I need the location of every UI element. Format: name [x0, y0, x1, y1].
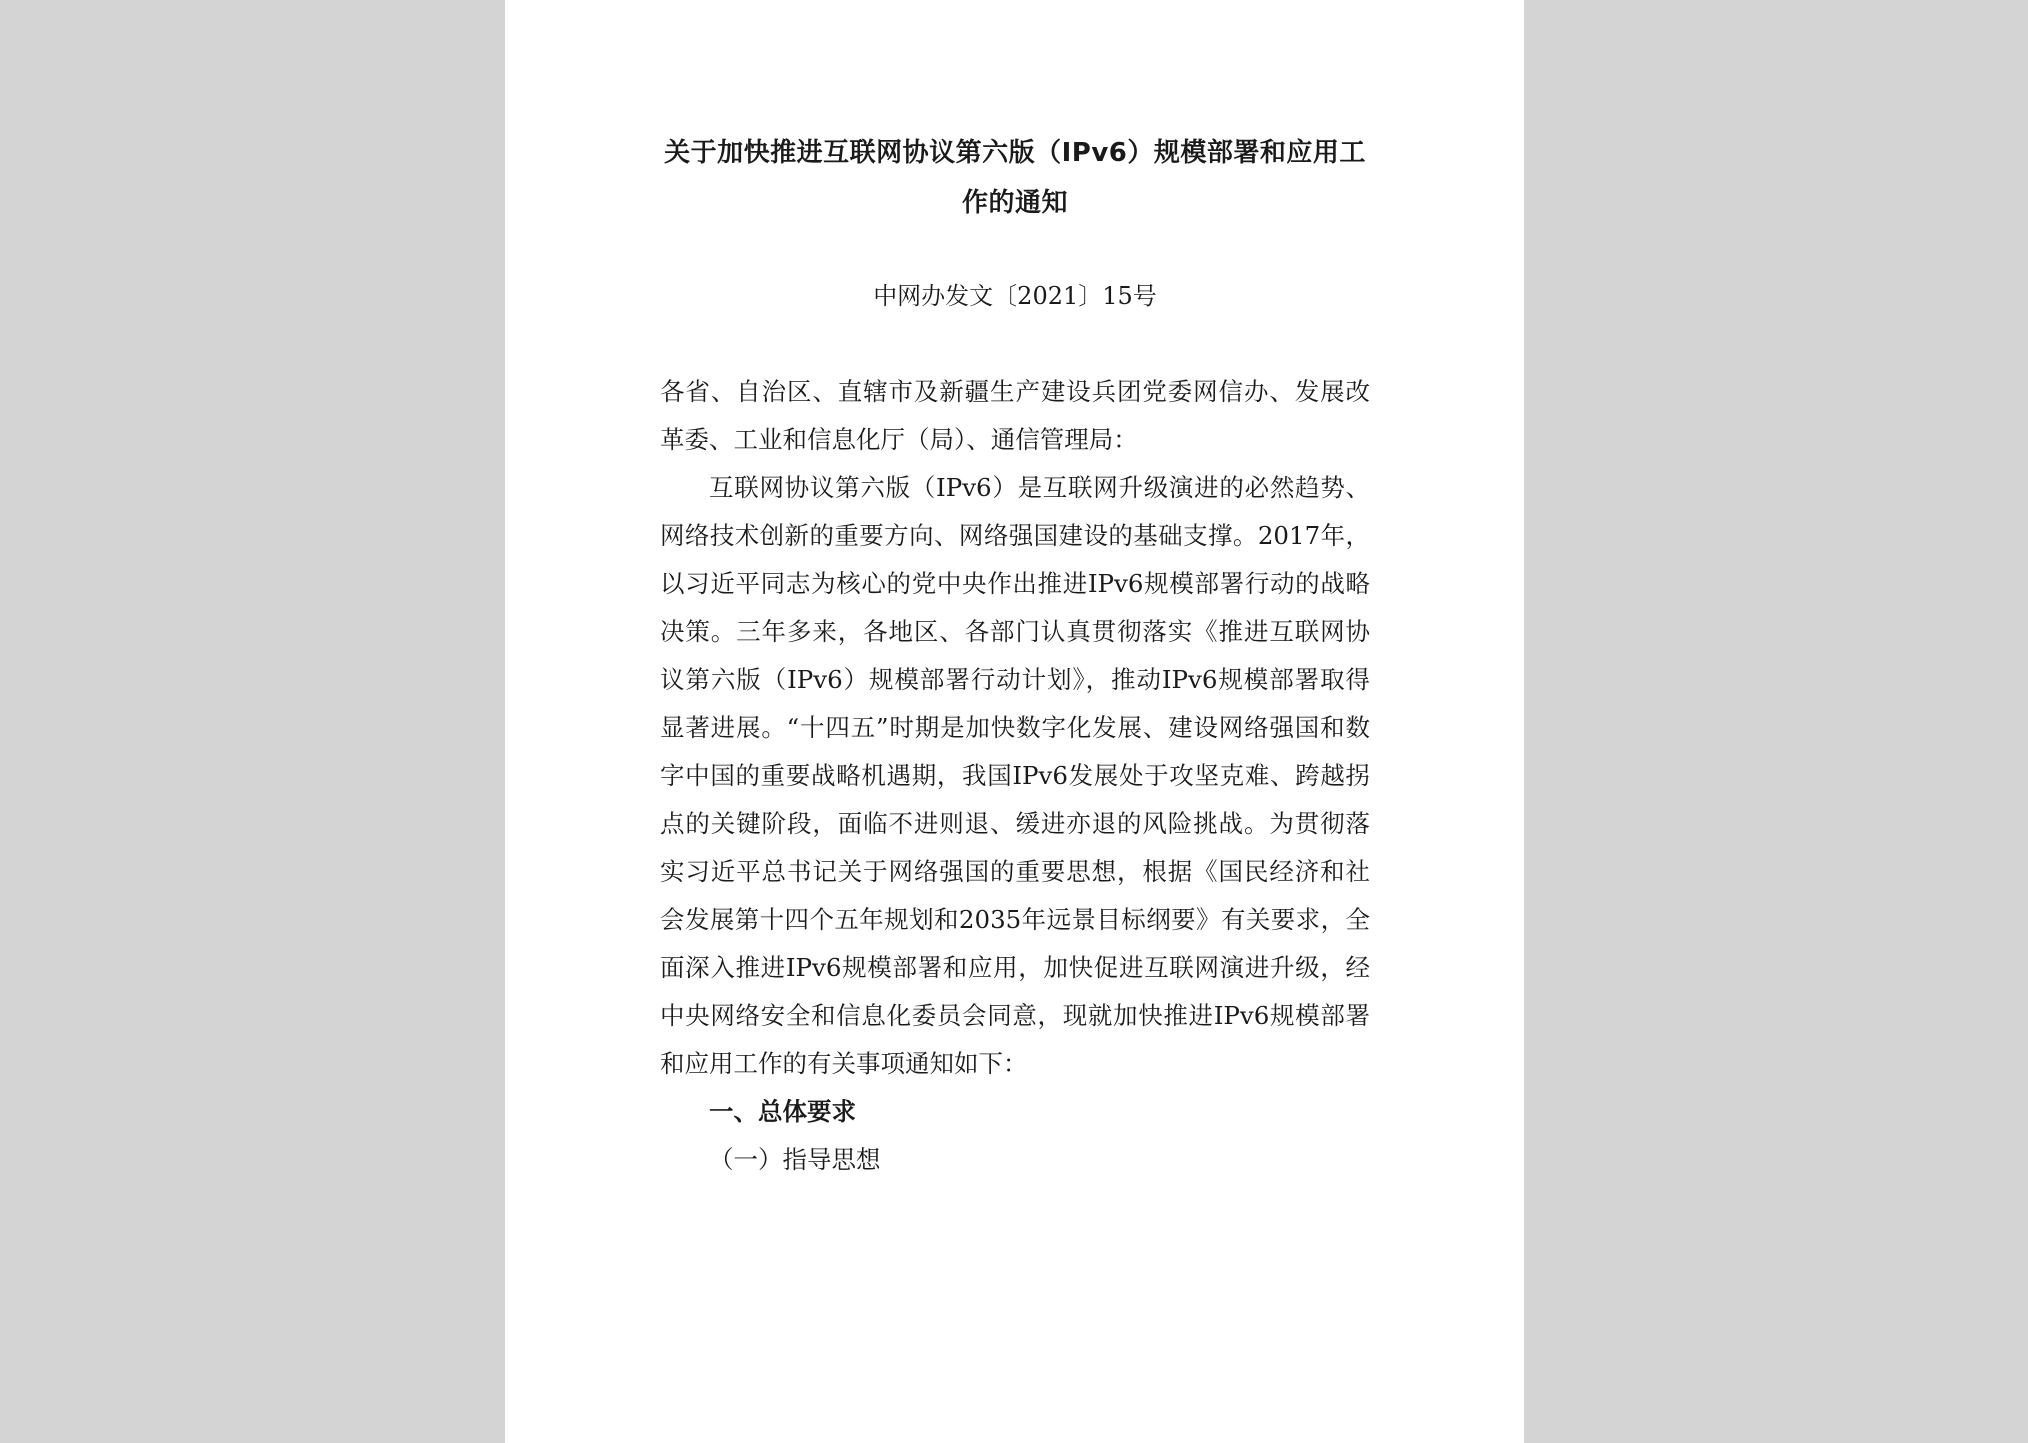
- document-body: [660, 368, 1370, 1184]
- document-content: [660, 128, 1370, 1174]
- document-title: 关于加快推进互联网协议第六版（IPv6）规模部署和应用工作的通知: [664, 138, 1366, 218]
- body-paragraph: 互联网协议第六版（IPv6）是互联网升级演进的必然趋势、网络技术创新的重要方向、网络强国建设的基础支撑。2017年，以习近平同志为核心的党中央作出推进IPv6规模部署行动的战略决策。三年多来，各地区、各部门认真贯彻落实《推进互联网协议第六版（IPv6）规模部署行动计划》，推动IPv6规模部署取得显著进展。“十四五”时期是加快数字化发展、建设网络强国和数字中国的重要战略机遇期，我国IPv6发展处于攻坚克难、跨越拐点的关键阶段，面临不进则退、缓进亦退的风险挑战。为贯彻落实习近平总书记关于网络强国的重要思想，根据《国民经济和社会发展第十四个五年规划和2035年远景目标纲要》有关要求，全面深入推进IPv6规模部署和应用，加快促进互联网演进升级，经中央网络安全和信息化委员会同意，现就加快推进IPv6规模部署和应用工作的有关事项通知如下：: [660, 473, 1370, 1078]
- addressee-paragraph: 各省、自治区、直辖市及新疆生产建设兵团党委网信办、发展改革委、工业和信息化厅（局）、通信管理局：: [660, 377, 1370, 454]
- document-page: [505, 0, 1524, 1443]
- subsection-heading: （一）指导思想: [709, 1145, 881, 1174]
- section-heading: 一、总体要求: [709, 1097, 856, 1126]
- document-number: 中网办发文〔2021〕15号: [873, 282, 1157, 310]
